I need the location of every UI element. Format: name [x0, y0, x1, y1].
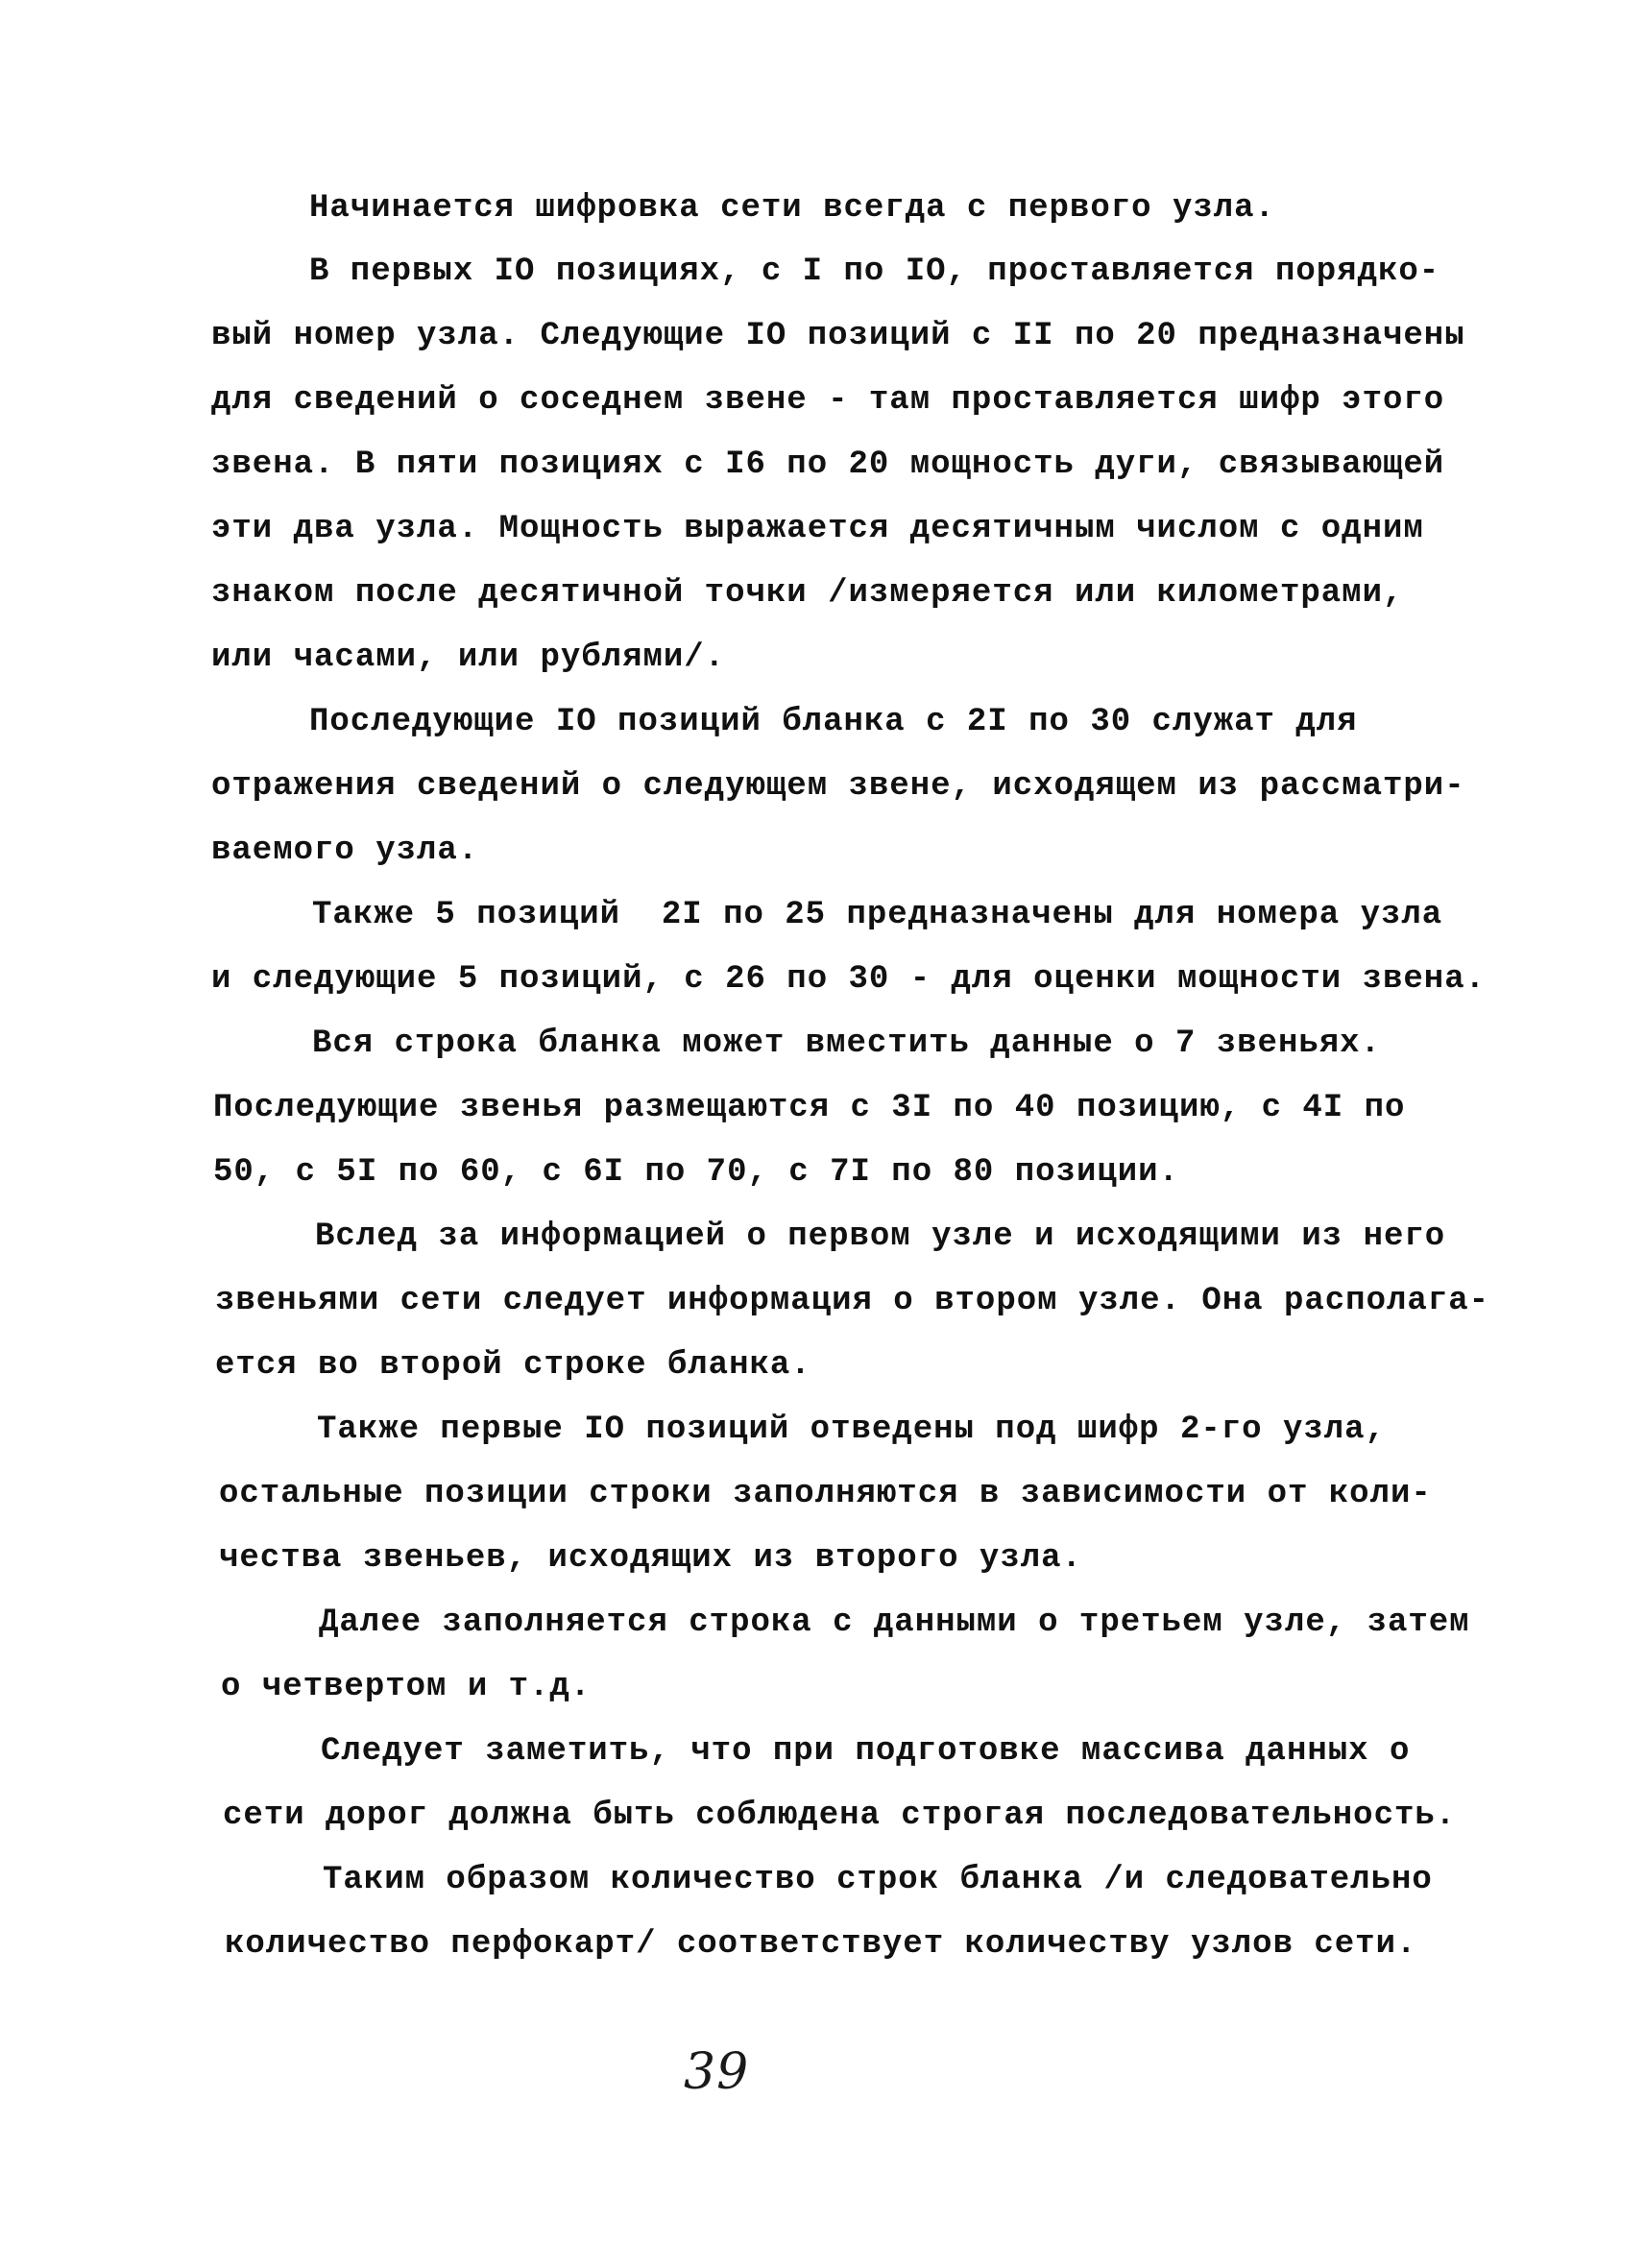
page-number: 39: [684, 2043, 750, 2101]
text-line: Следует заметить, что при подготовке массива данных о: [321, 1733, 1411, 1770]
text-line: Начинается шифровка сети всегда с первого узла.: [309, 190, 1275, 227]
text-line: остальные позиции строки заполняются в зависимости от коли-: [219, 1476, 1432, 1512]
text-line: эти два узла. Мощность выражается десятичным числом с одним: [211, 511, 1424, 547]
text-line: Далее заполняется строка с данными о третьем узле, затем: [319, 1604, 1470, 1641]
text-line: и следующие 5 позиций, с 26 по 30 - для оценки мощности звена.: [211, 961, 1487, 998]
text-line: Также первые IO позиций отведены под шифр 2-го узла,: [317, 1411, 1386, 1448]
text-line: или часами, или рублями/.: [211, 639, 726, 676]
text-line: ваемого узла.: [211, 832, 479, 869]
text-line: 50, с 5I по 60, с 6I по 70, с 7I по 80 позиции.: [213, 1154, 1179, 1191]
text-line: Вся строка бланка может вместить данные о 7 звеньях.: [312, 1025, 1381, 1062]
text-line: Также 5 позиций 2I по 25 предназначены для номера узла: [312, 897, 1443, 933]
text-line: знаком после десятичной точки /измеряется или километрами,: [211, 575, 1404, 612]
text-line: В первых IO позициях, с I по IO, проставляется порядко-: [309, 253, 1440, 290]
text-line: звеньями сети следует информация о втором узле. Она располага-: [215, 1283, 1490, 1319]
text-line: Таким образом количество строк бланка /и следовательно: [323, 1862, 1433, 1898]
text-line: ется во второй строке бланка.: [215, 1347, 811, 1384]
text-line: количество перфокарт/ соответствует количеству узлов сети.: [225, 1926, 1417, 1963]
text-line: звена. В пяти позициях с I6 по 20 мощность дуги, связывающей: [211, 446, 1445, 483]
text-line: Последующие звенья размещаются с 3I по 40 позицию, с 4I по: [213, 1090, 1406, 1126]
text-line: о четвертом и т.д.: [221, 1669, 592, 1705]
text-line: отражения сведений о следующем звене, исходящем из рассматри-: [211, 768, 1465, 805]
text-line: чества звеньев, исходящих из второго узла.: [219, 1540, 1082, 1577]
text-line: Последующие IO позиций бланка с 2I по 30 служат для: [309, 704, 1358, 740]
text-line: Вслед за информацией о первом узле и исходящими из него: [315, 1218, 1446, 1255]
text-line: сети дорог должна быть соблюдена строгая последовательность.: [223, 1798, 1457, 1834]
text-line: для сведений о соседнем звене - там проставляется шифр этого: [211, 382, 1445, 419]
text-line: вый номер узла. Следующие IO позиций с II по 20 предназначены: [211, 318, 1465, 354]
